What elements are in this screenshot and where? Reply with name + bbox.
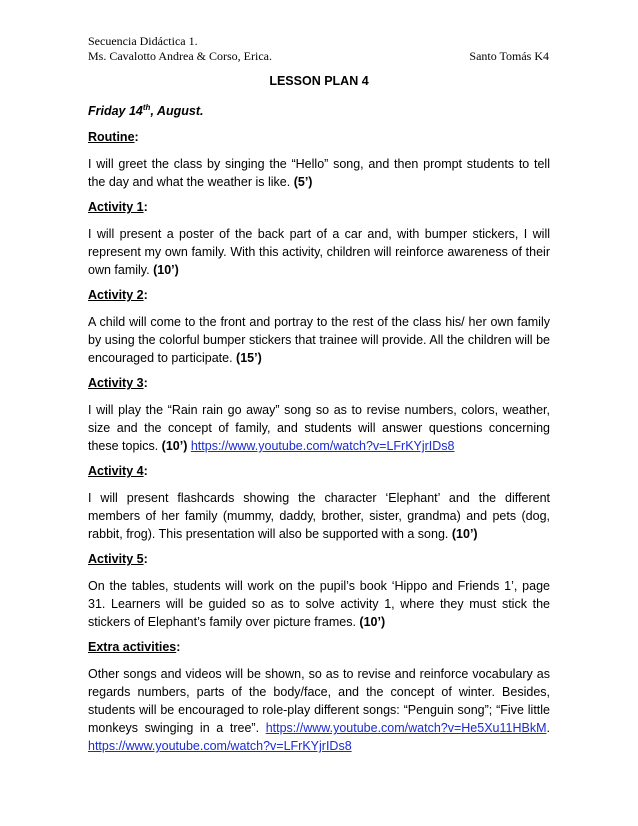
activity5-heading-text: Activity 5 xyxy=(88,552,144,567)
routine-text xyxy=(88,155,550,191)
lesson-date xyxy=(88,100,550,119)
activity5-time: (10’) xyxy=(359,615,386,630)
activity2-heading: Activity 2: xyxy=(88,288,148,303)
lesson-content xyxy=(88,100,550,763)
activity1-time: (10’) xyxy=(153,263,179,278)
routine-heading: Routine: xyxy=(88,130,139,145)
date-month: , August. xyxy=(150,104,204,119)
header-course: Secuencia Didáctica 1. xyxy=(88,34,198,48)
routine-body: I will greet the class by singing the “Hello” song, and then prompt students to tell the day and what the weather is like. xyxy=(88,157,550,190)
routine-time: (5’) xyxy=(293,175,313,190)
routine-heading-text: Routine xyxy=(88,130,135,145)
extra-body: Other songs and videos will be shown, so as to revise and reinforce vocabulary as regards numbers, parts of the body/face, and the concept of winter. Besides, students will be encouraged to role-play different songs: “Penguin song”; “Five little monkeys swinging in a tree”. xyxy=(88,667,550,736)
activity1-text xyxy=(88,225,550,279)
activity5-body: On the tables, students will work on the pupil’s book ‘Hippo and Friends 1’, page 31. Learners will be guided so as to solve activity 1, where they must stick the stickers of Elephant’s family over picture frames. xyxy=(88,579,550,630)
activity3-heading-text: Activity 3 xyxy=(88,376,144,391)
activity2-body: A child will come to the front and portray to the rest of the class his/ her own family by using the colorful bumper stickers that trainee will provide. All the children will be encouraged to participate. xyxy=(88,315,550,366)
activity1-heading: Activity 1: xyxy=(88,200,148,215)
page-title: LESSON PLAN 4 xyxy=(269,74,369,88)
activity4-heading: Activity 4: xyxy=(88,464,148,479)
activity2-heading-text: Activity 2 xyxy=(88,288,144,303)
activity3-heading: Activity 3: xyxy=(88,376,148,391)
extra-video-link-2[interactable]: https://www.youtube.com/watch?v=LFrKYjrIDs8 xyxy=(88,739,352,754)
activity4-text xyxy=(88,489,550,543)
activity4-heading-text: Activity 4 xyxy=(88,464,144,479)
activity1-body: I will present a poster of the back part of a car and, with bumper stickers, I will represent my own family. With this activity, children will reinforce awareness of their own family. xyxy=(88,227,550,278)
activity3-body: I will play the “Rain rain go away” song so as to revise numbers, colors, weather, size and the concept of family, and students will answer questions concerning these topics. xyxy=(88,403,550,454)
extra-video-link-1[interactable]: https://www.youtube.com/watch?v=He5Xu11HBkM xyxy=(265,721,547,736)
activity5-text xyxy=(88,577,550,631)
activity3-time: (10’) xyxy=(161,439,188,454)
activity3-video-link[interactable]: https://www.youtube.com/watch?v=LFrKYjrIDs8 xyxy=(190,439,455,454)
activity4-time: (10’) xyxy=(451,527,478,542)
extra-heading-text: Extra activities xyxy=(88,640,177,655)
activity1-heading-text: Activity 1 xyxy=(88,200,144,215)
header-school: Santo Tomás K4 xyxy=(469,49,549,63)
activity2-time: (15’) xyxy=(236,351,262,366)
extra-heading: Extra activities: xyxy=(88,640,181,655)
activity5-heading: Activity 5: xyxy=(88,552,148,567)
header-authors: Ms. Cavalotto Andrea & Corso, Erica. xyxy=(88,49,272,63)
date-suffix: th xyxy=(142,103,151,112)
extra-text: Other songs and videos will be shown, so as to revise and reinforce vocabulary as regards numbers, parts of the body/face, and the concept of winter. Besides, students will be encouraged to role-play different songs: “Penguin song”; “Five little monkeys swinging in a tree”. https://www.youtube.com/watch?v=He5Xu11HBkM. https://www.youtube.com/watch?v=LFrKYjrIDs8 xyxy=(88,667,550,754)
activity3-text xyxy=(88,401,550,455)
activity2-text xyxy=(88,313,550,367)
date-day: Friday 14 xyxy=(88,104,143,119)
activity4-body: I will present flashcards showing the character ‘Elephant’ and the different members of her family (mummy, daddy, brother, sister, grandma) and pets (dog, rabbit, frog). This presentation will also be supported with a song. xyxy=(88,491,550,542)
